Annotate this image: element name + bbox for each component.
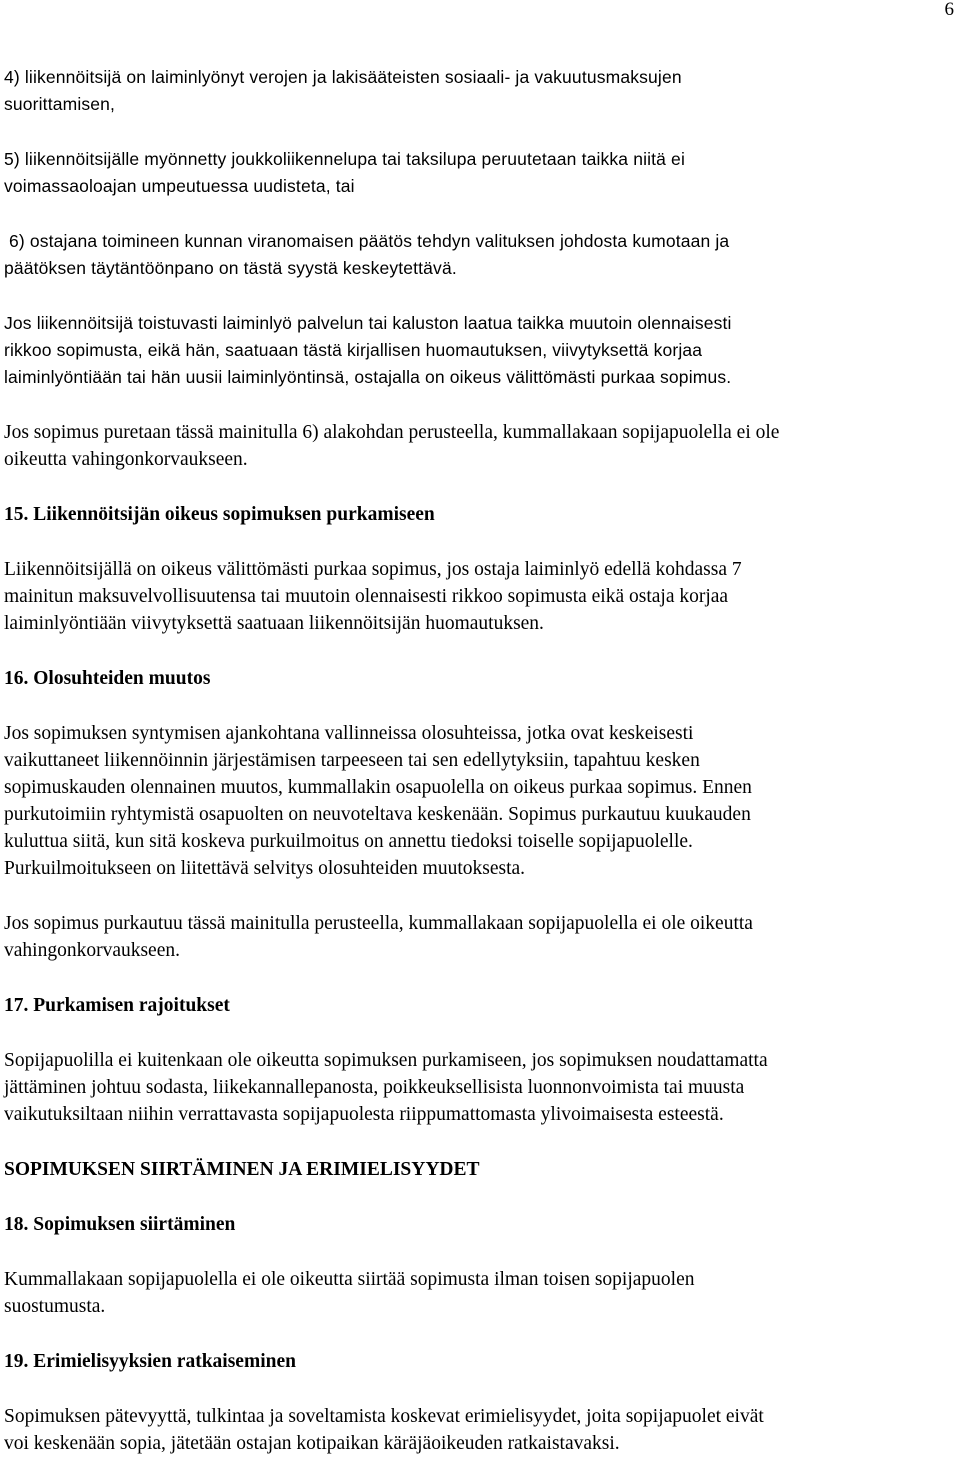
text-line: sopimuskauden olennainen muutos, kummallakin osapuolella on oikeus purkaa sopimus. Ennen — [4, 777, 752, 798]
text-line: voimassaoloajan umpeutuessa uudisteta, tai — [4, 176, 355, 196]
paragraph-disputes — [4, 1403, 956, 1457]
text-line: suostumusta. — [4, 1296, 106, 1317]
text-line: vaikutuksiltaan niihin verrattavasta sopijapuolesta riippumattomasta ylivoimaisesta esteestä. — [4, 1104, 724, 1125]
text-line: 4) liikennöitsijä on laiminlyönyt verojen ja lakisääteisten sosiaali- ja vakuutusmaksujen — [4, 67, 682, 87]
page-number: 6 — [944, 0, 954, 20]
paragraph-item-5 — [4, 146, 956, 200]
text-line: vaikuttaneet liikennöinnin järjestämisen tarpeeseen tai sen edellytyksiin, tapahtuu kesken — [4, 750, 700, 771]
text-line: Jos sopimus puretaan tässä mainitulla 6) alakohdan perusteella, kummallakaan sopijapuolella ei ole — [4, 422, 780, 443]
section-heading-19 — [4, 1348, 956, 1375]
text-line: Purkuilmoitukseen on liitettävä selvitys olosuhteiden muutoksesta. — [4, 858, 526, 879]
text-line: kuluttua siitä, kun sitä koskeva purkuilmoitus on annettu tiedoksi toiselle sopijapuolelle. — [4, 831, 693, 852]
text-line: Kummallakaan sopijapuolella ei ole oikeutta siirtää sopimusta ilman toisen sopijapuolen — [4, 1269, 695, 1290]
paragraph-no-damages — [4, 419, 956, 473]
text-line: päätöksen täytäntöönpano on tästä syystä keskeytettävä. — [4, 258, 457, 278]
section-heading-18 — [4, 1211, 956, 1238]
text-line: Jos liikennöitsijä toistuvasti laiminlyö palvelun tai kaluston laatua taikka muutoin olennaisesti — [4, 313, 732, 333]
text-line: laiminlyöntiään viivytyksettä saatuaan liikennöitsijän huomautuksen. — [4, 613, 544, 634]
paragraph-neglect — [4, 310, 956, 391]
heading-text: 19. Erimielisyyksien ratkaiseminen — [4, 1351, 296, 1372]
paragraph-item-4 — [4, 64, 956, 118]
text-line: Jos sopimus purkautuu tässä mainitulla perusteella, kummallakaan sopijapuolella ei ole oikeutta — [4, 913, 753, 934]
paragraph-force-majeure — [4, 1047, 956, 1128]
paragraph-circumstances-damages — [4, 910, 956, 964]
text-line: purkutoimiin ryhtymistä osapuolten on neuvoteltava keskenään. Sopimus purkautuu kuukauden — [4, 804, 751, 825]
text-line: Liikennöitsijällä on oikeus välittömästi purkaa sopimus, jos ostaja laiminlyö edellä kohdassa 7 — [4, 559, 742, 580]
paragraph-circumstances — [4, 720, 956, 882]
section-heading-17 — [4, 992, 956, 1019]
heading-text: 17. Purkamisen rajoitukset — [4, 995, 230, 1016]
text-line: Jos sopimuksen syntymisen ajankohtana vallinneissa olosuhteissa, jotka ovat keskeisesti — [4, 723, 694, 744]
text-line: suorittamisen, — [4, 94, 116, 114]
heading-text: 18. Sopimuksen siirtäminen — [4, 1214, 236, 1235]
heading-text: 15. Liikennöitsijän oikeus sopimuksen purkamiseen — [4, 504, 435, 525]
heading-text: 16. Olosuhteiden muutos — [4, 668, 211, 689]
text-line: 5) liikennöitsijälle myönnetty joukkoliikennelupa tai taksilupa peruutetaan taikka niitä ei — [4, 149, 685, 169]
text-line: rikkoo sopimusta, eikä hän, saatuaan tästä kirjallisen huomautuksen, viivytyksettä korjaa — [4, 340, 703, 360]
text-line: jättäminen johtuu sodasta, liikekannallepanosta, poikkeuksellisista luonnonvoimista tai muusta — [4, 1077, 745, 1098]
paragraph-operator-termination — [4, 556, 956, 637]
text-line: vahingonkorvaukseen. — [4, 940, 180, 961]
text-line: laiminlyöntiään tai hän uusii laiminlyöntinsä, ostajalla on oikeus välittömästi purkaa sopimus. — [4, 367, 732, 387]
section-heading-15 — [4, 501, 956, 528]
section-heading-16 — [4, 665, 956, 692]
text-line: 6) ostajana toimineen kunnan viranomaisen päätös tehdyn valituksen johdosta kumotaan ja — [4, 231, 730, 251]
document-body — [4, 64, 956, 1457]
paragraph-transfer — [4, 1266, 956, 1320]
heading-text: SOPIMUKSEN SIIRTÄMINEN JA ERIMIELISYYDET — [4, 1159, 480, 1180]
text-line: Sopimuksen pätevyyttä, tulkintaa ja soveltamista koskevat erimielisyydet, joita sopijapuolet eivät — [4, 1406, 764, 1427]
text-line: voi keskenään sopia, jätetään ostajan kotipaikan käräjäoikeuden ratkaistavaksi. — [4, 1433, 620, 1454]
paragraph-item-6 — [4, 228, 956, 282]
text-line: Sopijapuolilla ei kuitenkaan ole oikeutta sopimuksen purkamiseen, jos sopimuksen noudattamatta — [4, 1050, 768, 1071]
text-line: mainitun maksuvelvollisuutensa tai muutoin olennaisesti rikkoo sopimusta eikä ostaja korjaa — [4, 586, 729, 607]
text-line: oikeutta vahingonkorvaukseen. — [4, 449, 248, 470]
chapter-heading — [4, 1156, 956, 1183]
